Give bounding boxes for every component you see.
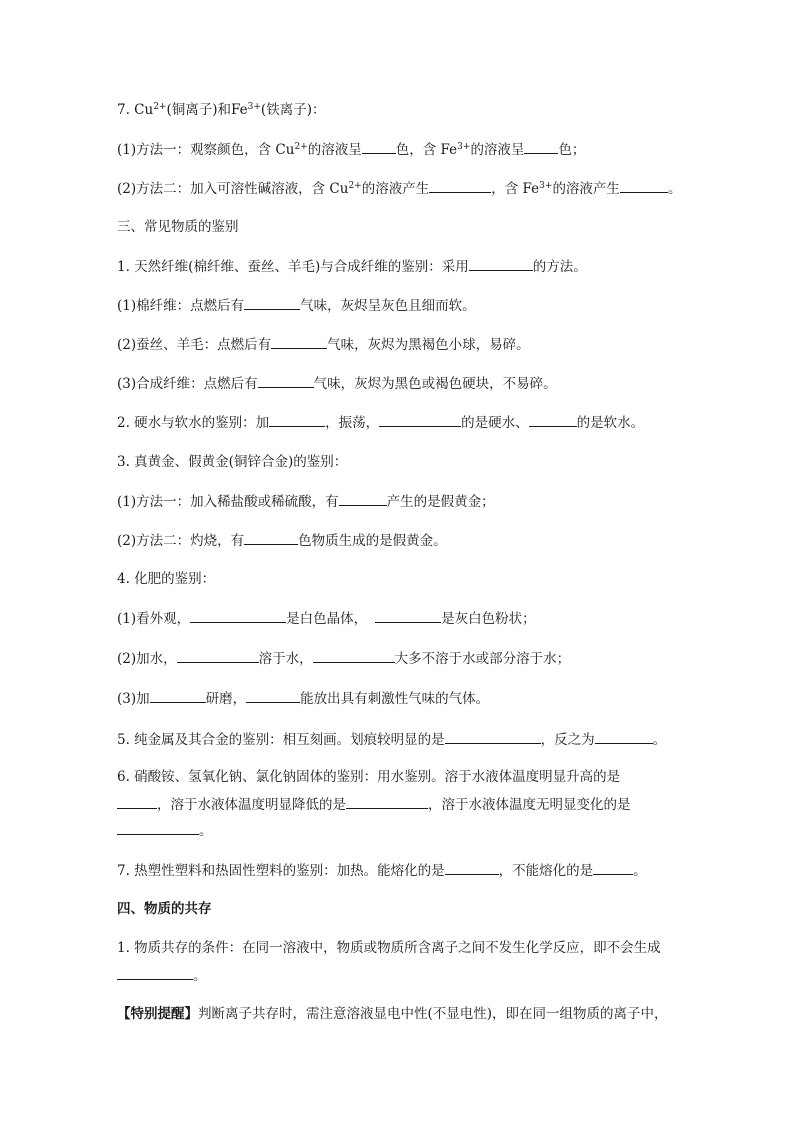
answer-blank[interactable] bbox=[313, 648, 395, 663]
section-heading-3: 三、常见物质的鉴别 bbox=[117, 219, 239, 235]
line-method-one-color: (1)方法一：观察颜色，含 $Cu^{2+}$的溶液呈 色，含 $Fe^{3+}$的溶液呈 色； bbox=[117, 139, 585, 160]
answer-blank[interactable] bbox=[429, 178, 491, 193]
answer-blank[interactable] bbox=[375, 608, 441, 623]
line-solid-identification: 6. 硝酸铵、氢氧化钠、氯化钠固体的鉴别：用水鉴别。溶于水液体温度明显升高的是 bbox=[117, 769, 621, 785]
line-plastic-identification: 7. 热塑性塑料和热固性塑料的鉴别：加热。能熔化的是 ，不能熔化的是 。 bbox=[117, 860, 647, 881]
answer-blank[interactable] bbox=[117, 965, 193, 980]
line-gold-method-one: (1)方法一：加入稀盐酸或稀硫酸，有 产生的是假黄金； bbox=[117, 491, 495, 512]
line-synthetic-fiber: (3)合成纤维：点燃后有 气味，灰烬为黑色或褐色硬块，不易碎。 bbox=[117, 373, 557, 394]
line-silk-wool: (2)蚕丝、羊毛：点燃后有 气味，灰烬为黑褐色小球，易碎。 bbox=[117, 334, 530, 355]
line-hard-soft-water: 2. 硬水与软水的鉴别：加 ，振荡， 的是硬水、 的是软水。 bbox=[117, 412, 644, 433]
answer-blank[interactable] bbox=[529, 412, 577, 427]
answer-blank[interactable] bbox=[117, 794, 157, 809]
line-metal-alloy: 5. 纯金属及其合金的鉴别：相互刻画。划痕较明显的是 ，反之为 。 bbox=[117, 729, 666, 750]
answer-blank[interactable] bbox=[469, 256, 533, 271]
answer-blank[interactable] bbox=[620, 178, 668, 193]
line-fertilizer-grinding: (3)加 研磨， 能放出具有刺激性气味的气体。 bbox=[117, 688, 489, 709]
answer-blank[interactable] bbox=[445, 860, 499, 875]
answer-blank[interactable] bbox=[190, 608, 286, 623]
line-coexistence-condition-cont: 。 bbox=[117, 965, 207, 986]
line-fertilizer-identification: 4. 化肥的鉴别： bbox=[117, 571, 216, 587]
answer-blank[interactable] bbox=[445, 729, 541, 744]
answer-blank[interactable] bbox=[246, 688, 300, 703]
answer-blank[interactable] bbox=[150, 688, 206, 703]
line-coexistence-condition: 1. 物质共存的条件：在同一溶液中，物质或物质所含离子之间不发生化学反应，即不会生成 bbox=[117, 940, 661, 956]
answer-blank[interactable] bbox=[117, 820, 199, 835]
line-fertilizer-water: (2)加水， 溶于水， 大多不溶于水或部分溶于水； bbox=[117, 648, 570, 669]
answer-blank[interactable] bbox=[524, 139, 558, 154]
answer-blank[interactable] bbox=[379, 412, 461, 427]
answer-blank[interactable] bbox=[244, 295, 300, 310]
section-heading-4: 四、物质的共存 bbox=[117, 901, 212, 917]
answer-blank[interactable] bbox=[271, 334, 327, 349]
answer-blank[interactable] bbox=[258, 373, 314, 388]
line-solid-identification-cont: ，溶于水液体温度明显降低的是 ，溶于水液体温度无明显变化的是 bbox=[117, 794, 631, 815]
line-gold-identification: 3. 真黄金、假黄金(铜锌合金)的鉴别： bbox=[117, 454, 348, 470]
line-gold-method-two: (2)方法二：灼烧，有 色物质生成的是假黄金。 bbox=[117, 530, 447, 551]
answer-blank[interactable] bbox=[593, 860, 633, 875]
special-reminder-label: 【特别提醒】 bbox=[117, 1006, 198, 1022]
answer-blank[interactable] bbox=[339, 491, 387, 506]
answer-blank[interactable] bbox=[595, 729, 653, 744]
line-fiber-identification: 1. 天然纤维(棉纤维、蚕丝、羊毛)与合成纤维的鉴别：采用 的方法。 bbox=[117, 256, 587, 277]
answer-blank[interactable] bbox=[269, 412, 325, 427]
answer-blank[interactable] bbox=[244, 530, 298, 545]
answer-blank[interactable] bbox=[346, 794, 428, 809]
line-solid-identification-end: 。 bbox=[117, 820, 213, 841]
line-method-two-alkali: (2)方法二：加入可溶性碱溶液，含 $Cu^{2+}$的溶液产生 ，含 $Fe^{3+}$的溶液产生 。 bbox=[117, 178, 681, 199]
answer-blank[interactable] bbox=[362, 139, 396, 154]
line-cotton-fiber: (1)棉纤维：点燃后有 气味，灰烬呈灰色且细而软。 bbox=[117, 295, 476, 316]
line-fertilizer-appearance: (1)看外观， 是白色晶体， 是灰白色粉状； bbox=[117, 608, 536, 629]
answer-blank[interactable] bbox=[177, 648, 259, 663]
line-7-cu-fe-title: 7. $Cu^{2+}$(铜离子)和$Fe^{3+}$(铁离子)： bbox=[117, 102, 326, 118]
line-special-reminder: 【特别提醒】判断离子共存时，需注意溶液显电中性(不显电性)，即在同一组物质的离子中， bbox=[117, 1006, 668, 1022]
